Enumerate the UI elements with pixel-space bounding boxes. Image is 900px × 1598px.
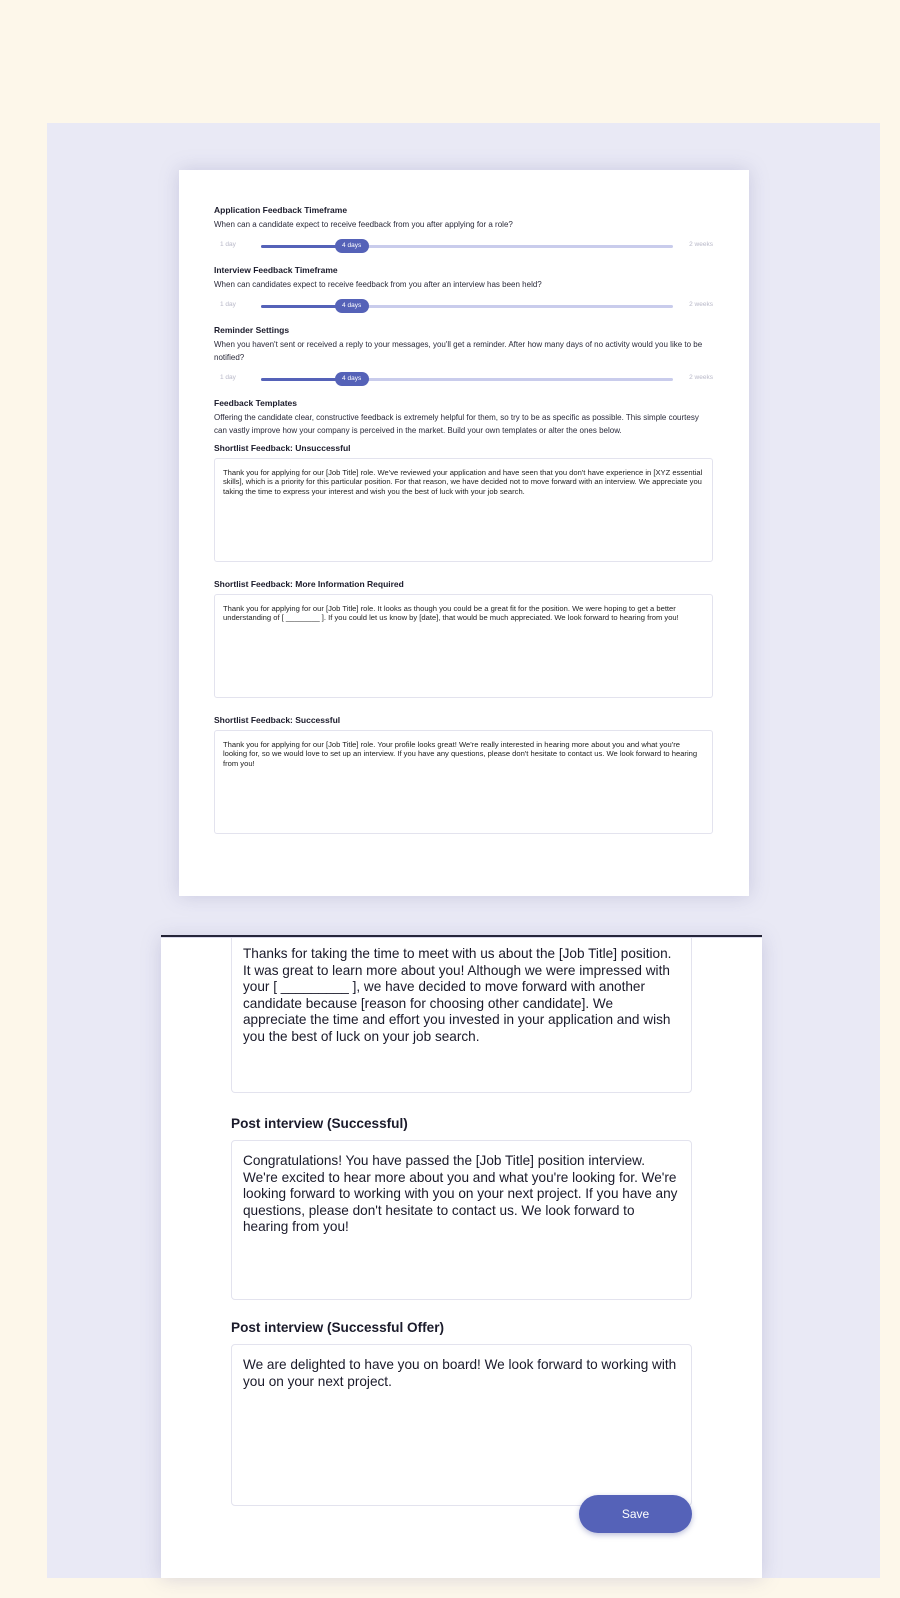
settings-content: [214, 205, 713, 834]
post-interview-successful-textarea[interactable]: Congratulations! You have passed the [Job Title] position interview. We're excited to hear more about you and what you're looking for. We're looking forward to working with you on your next project. If you have any questions, please don't hesitate to contact us. We look forward to hearing from you!: [231, 1140, 692, 1300]
slider-track[interactable]: [261, 302, 673, 309]
slider-thumb[interactable]: 4 days: [335, 239, 369, 253]
post-interview-content: [231, 938, 692, 1506]
template-title-more-info: Shortlist Feedback: More Information Required: [214, 579, 404, 589]
template-textarea-more-info[interactable]: Thank you for applying for our [Job Title] role. It looks as though you could be a great fit for the position. We were hoping to get a better understanding of [ ________ ]. If you could let us know by [date], that would be much appreciated. We look forward to hearing from you!: [214, 594, 713, 698]
post-interview-offer-title: Post interview (Successful Offer): [231, 1320, 445, 1335]
application-feedback-title: Application Feedback Timeframe: [214, 205, 348, 215]
post-interview-offer-textarea[interactable]: We are delighted to have you on board! We look forward to working with you on your next project.: [231, 1344, 692, 1506]
slider-min-label: 1 day: [220, 374, 236, 381]
template-title-unsuccessful: Shortlist Feedback: Unsuccessful: [214, 443, 351, 453]
post-interview-unsuccessful-textarea[interactable]: Thanks for taking the time to meet with us about the [Job Title] position. It was great to learn more about you! Although we were impressed with your [ _________ ], we have decided to move forward with another candidate because [reason for choosing other candidate]. We appreciate the time and effort you invested in your application and wish you the best of luck on your job search.: [231, 938, 692, 1093]
slider-min-label: 1 day: [220, 301, 236, 308]
slider-max-label: 2 weeks: [689, 374, 713, 381]
reminder-settings-title: Reminder Settings: [214, 325, 290, 335]
slider-min-label: 1 day: [220, 241, 236, 248]
settings-card: [179, 170, 749, 896]
slider-thumb[interactable]: 4 days: [335, 299, 369, 313]
application-feedback-description: When can a candidate expect to receive feedback from you after applying for a role?: [214, 220, 513, 229]
slider-track[interactable]: [261, 375, 673, 382]
slider-track[interactable]: [261, 242, 673, 249]
post-interview-card: [161, 938, 762, 1578]
application-feedback-slider[interactable]: [214, 237, 713, 255]
slider-max-label: 2 weeks: [689, 241, 713, 248]
save-button[interactable]: Save: [579, 1495, 692, 1533]
slider-max-label: 2 weeks: [689, 301, 713, 308]
post-interview-successful-title: Post interview (Successful): [231, 1116, 408, 1131]
interview-feedback-description: When can candidates expect to receive feedback from you after an interview has been held?: [214, 280, 542, 289]
interview-feedback-title: Interview Feedback Timeframe: [214, 265, 338, 275]
template-title-successful: Shortlist Feedback: Successful: [214, 715, 341, 725]
slider-thumb[interactable]: 4 days: [335, 372, 369, 386]
reminder-slider[interactable]: [214, 370, 713, 388]
template-textarea-unsuccessful[interactable]: Thank you for applying for our [Job Title] role. We've reviewed your application and have seen that you don't have experience in [XYZ essential skills], which is a priority for this particular position. For that reason, we have decided not to move forward with an interview. We appreciate you taking the time to express your interest and wish you the best of luck with your job search.: [214, 458, 713, 562]
feedback-templates-description: Offering the candidate clear, constructive feedback is extremely helpful for them, so try to be as specific as possible. This simple courtesy can vastly improve how your company is perceived in the market. Build your own templates or alter the ones below.: [214, 413, 699, 435]
section-divider: [161, 935, 762, 937]
interview-feedback-slider[interactable]: [214, 297, 713, 315]
template-textarea-successful[interactable]: Thank you for applying for our [Job Title] role. Your profile looks great! We're really interested in hearing more about you and what you're looking for, so we would love to set up an interview. If you have any questions, please don't hesitate to contact us. We look forward to hearing from you!: [214, 730, 713, 834]
feedback-templates-title: Feedback Templates: [214, 398, 297, 408]
reminder-settings-description: When you haven't sent or received a reply to your messages, you'll get a reminder. After how many days of no activity would you like to be notified?: [214, 340, 703, 362]
